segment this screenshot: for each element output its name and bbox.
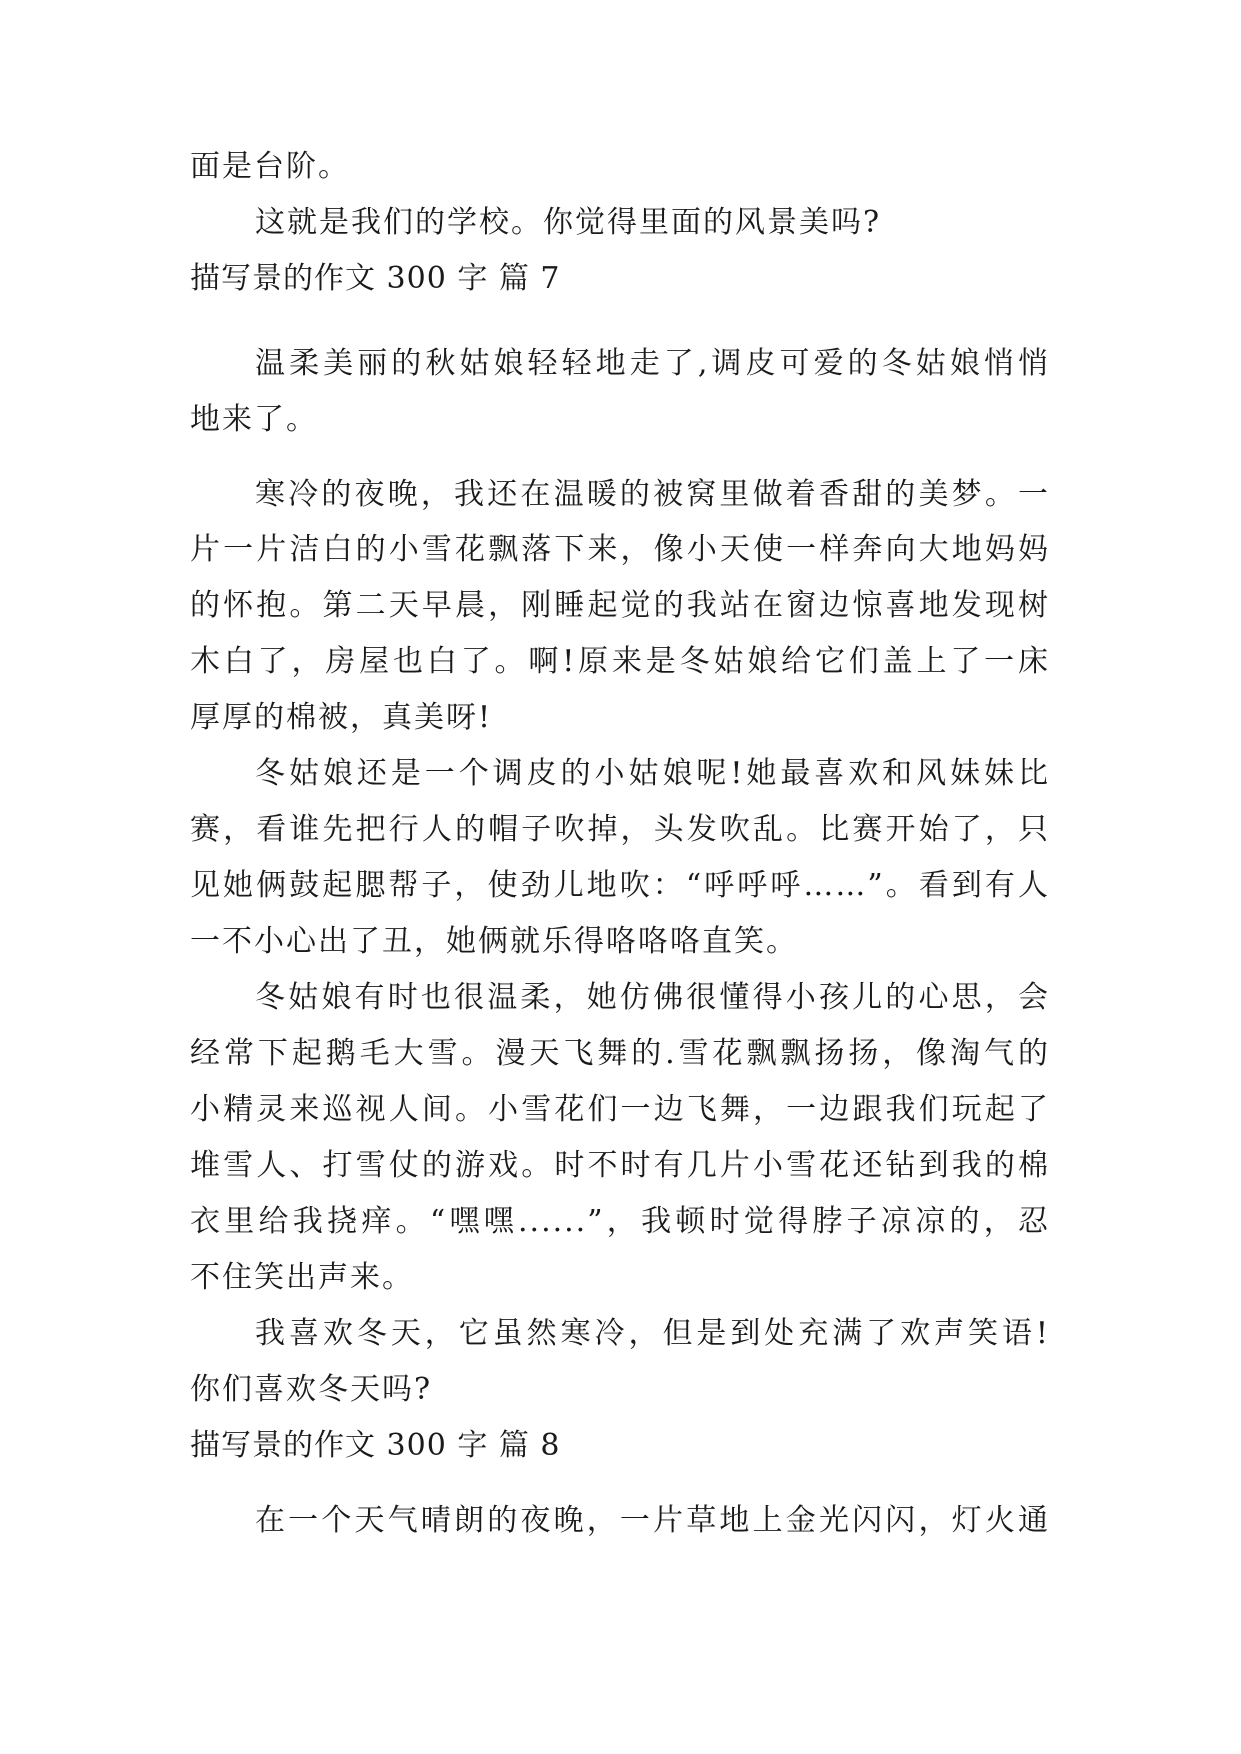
text-line: 温柔美丽的秋姑娘轻轻地走了,调皮可爱的冬姑娘悄悄 — [255, 346, 1050, 381]
text-line: 冬姑娘有时也很温柔，她仿佛很懂得小孩儿的心思，会 — [255, 980, 1050, 1015]
text-line: 我喜欢冬天，它虽然寒冷，但是到处充满了欢声笑语! — [255, 1316, 1050, 1351]
text-line: 厚厚的棉被，真美呀! — [190, 700, 493, 735]
text-line: 赛，看谁先把行人的帽子吹掉，头发吹乱。比赛开始了，只 — [190, 812, 1050, 847]
text-line: 衣里给我挠痒。“嘿嘿......”，我顿时觉得脖子凉凉的，忍 — [190, 1204, 1050, 1239]
section-heading: 描写景的作文 300 字 篇 7 — [190, 261, 561, 296]
text-line: 一不小心出了丑，她俩就乐得咯咯咯直笑。 — [190, 924, 798, 959]
text-line: 你们喜欢冬天吗? — [190, 1372, 433, 1407]
text-line: 木白了，房屋也白了。啊!原来是冬姑娘给它们盖上了一床 — [190, 644, 1050, 679]
text-line: 冬姑娘还是一个调皮的小姑娘呢!她最喜欢和风妹妹比 — [255, 756, 1050, 791]
text-line: 小精灵来巡视人间。小雪花们一边飞舞，一边跟我们玩起了 — [190, 1092, 1050, 1127]
text-line: 经常下起鹅毛大雪。漫天飞舞的.雪花飘飘扬扬，像淘气的 — [190, 1036, 1050, 1071]
text-line: 这就是我们的学校。你觉得里面的风景美吗? — [255, 205, 882, 240]
text-line: 堆雪人、打雪仗的游戏。时不时有几片小雪花还钻到我的棉 — [190, 1148, 1050, 1183]
section-heading: 描写景的作文 300 字 篇 8 — [190, 1428, 561, 1463]
text-line: 面是台阶。 — [190, 149, 350, 184]
text-line: 地来了。 — [190, 402, 318, 437]
text-line: 在一个天气晴朗的夜晚，一片草地上金光闪闪，灯火通 — [255, 1503, 1050, 1538]
text-line: 不住笑出声来。 — [190, 1260, 414, 1295]
text-line: 的怀抱。第二天早晨，刚睡起觉的我站在窗边惊喜地发现树 — [190, 588, 1050, 623]
text-line: 片一片洁白的小雪花飘落下来，像小天使一样奔向大地妈妈 — [190, 532, 1050, 567]
text-line: 寒冷的夜晚，我还在温暖的被窝里做着香甜的美梦。一 — [255, 477, 1050, 512]
text-line: 见她俩鼓起腮帮子，使劲儿地吹：“呼呼呼……”。看到有人 — [190, 868, 1050, 903]
